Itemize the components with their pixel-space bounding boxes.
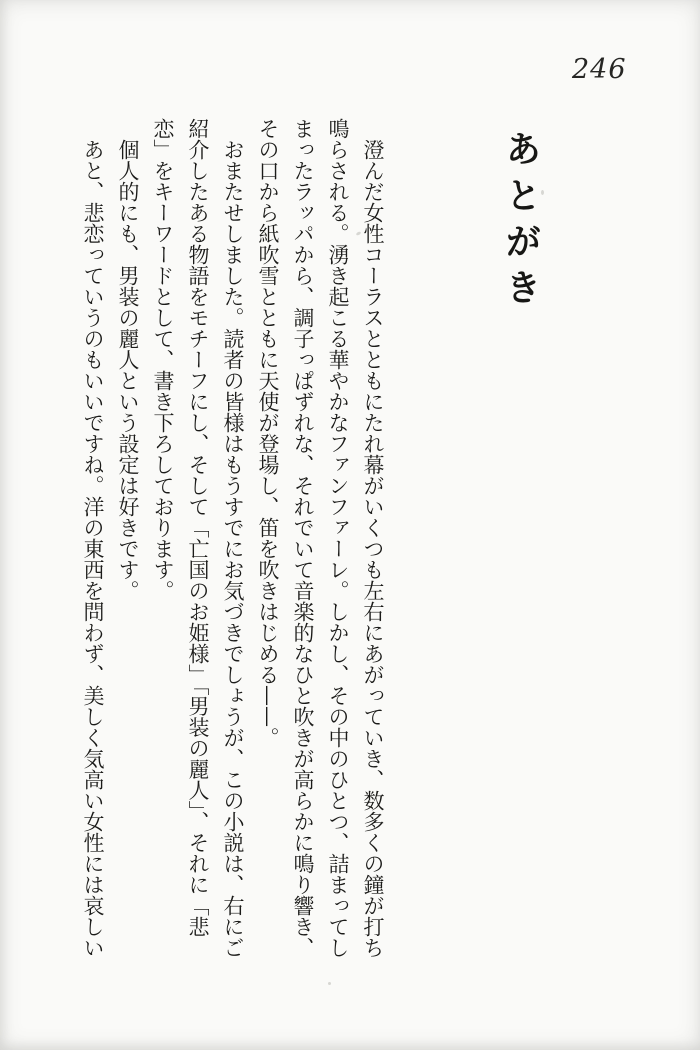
afterword-content <box>75 118 543 962</box>
page-number: 246 <box>572 54 627 85</box>
paragraph-dansou: 個人的にも、男装の麗人という設定は好きです。 <box>116 139 140 601</box>
paragraph-motif: おまたせしました。読者の皆様はもうすでにお気づきでしょうが、この小説は、右にご紹介したある物語をモチーフにし、そして「亡国のお姫様」「男装の麗人」、それに「悲恋」をキーワードとして、書き下ろしております。 <box>151 118 245 958</box>
afterword-title: あとがき <box>500 130 541 315</box>
paragraph-fanfare: 澄んだ女性コーラスとともにたれ幕がいくつも左右にあがっていき、数多くの鐘が打ち鳴らされる。湧き起こる華やかなファンファーレ。しかし、その中のひとつ、詰まってしまったラッパから、調子っぱずれな、それでいて音楽的なひと吹きが高らかに鳴り響き、その口から紙吹雪とともに天使が登場し、笛を吹きはじめる——。 <box>256 118 385 958</box>
scan-artifact <box>328 982 331 985</box>
paragraph-hiren: あと、悲恋っていうのもいいですね。洋の東西を問わず、美しく気高い女性には哀しい <box>81 139 105 958</box>
scan-artifact <box>541 190 544 195</box>
